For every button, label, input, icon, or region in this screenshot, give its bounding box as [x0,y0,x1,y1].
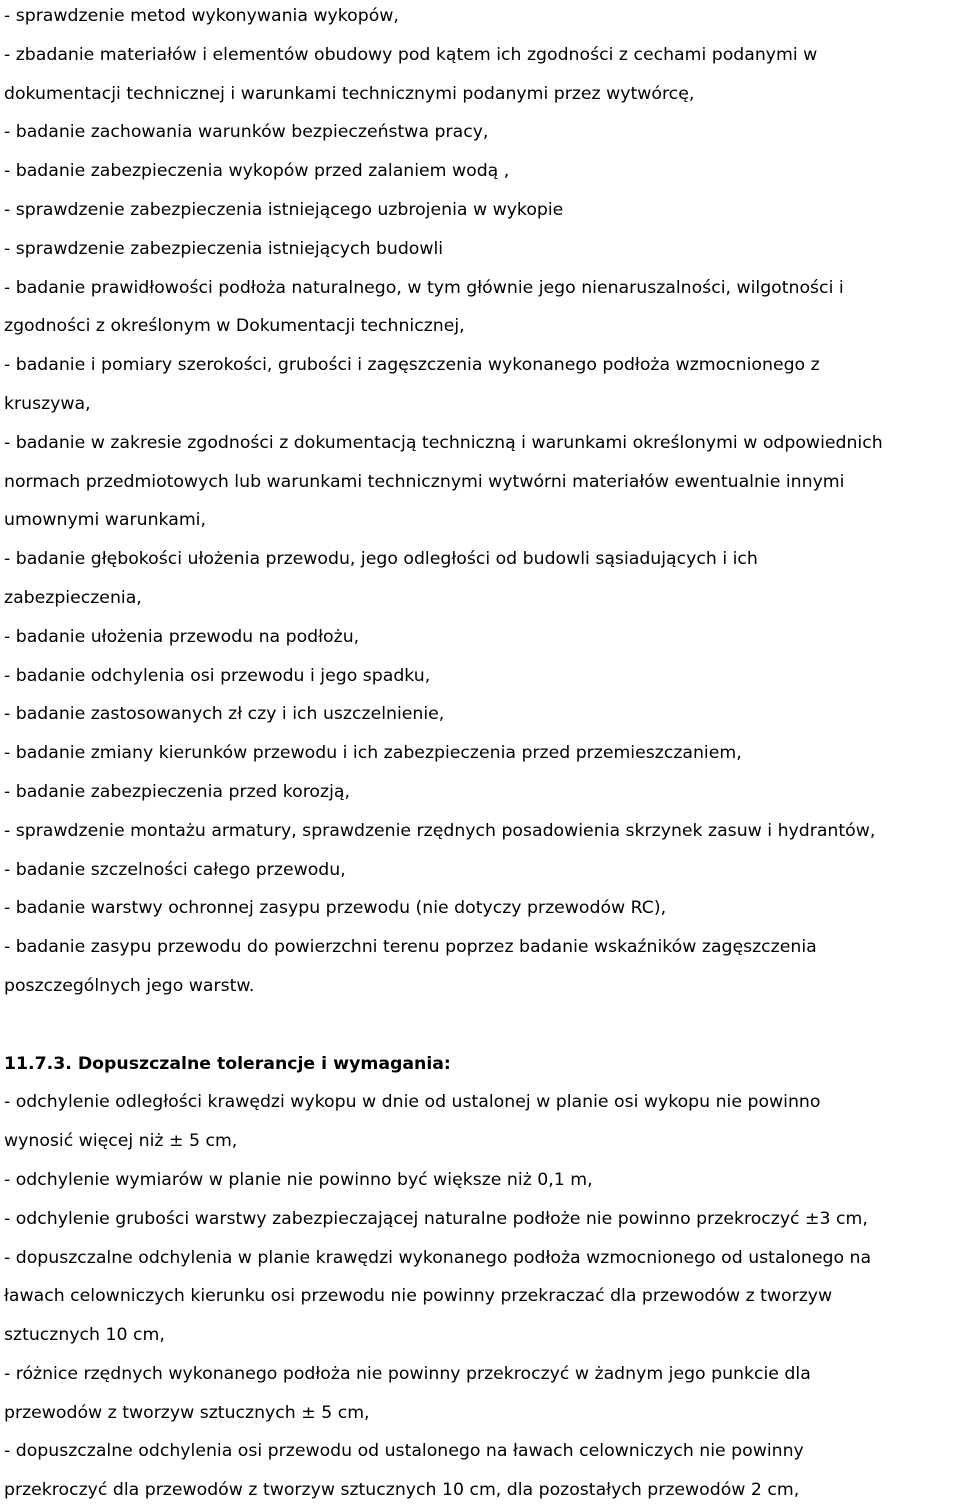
list-line: - badanie warstwy ochronnej zasypu przewodu (nie dotyczy przewodów RC), [4,898,667,919]
list-line: przewodów z tworzyw sztucznych ± 5 cm, [4,1402,370,1423]
list-line: - dopuszczalne odchylenia w planie krawędzi wykonanego podłoża wzmocnionego od ustalonego na [4,1247,872,1268]
list-line: poszczególnych jego warstw. [4,975,255,996]
list-line: - badanie zasypu przewodu do powierzchni terenu poprzez badanie wskaźników zagęszczenia [4,937,817,958]
list-line: - sprawdzenie montażu armatury, sprawdzenie rzędnych posadowienia skrzynek zasuw i hydrantów, [4,820,876,841]
list-line: umownymi warunkami, [4,510,206,531]
list-line: sztucznych 10 cm, [4,1325,165,1346]
list-line: - sprawdzenie zabezpieczenia istniejącego uzbrojenia w wykopie [4,199,564,220]
list-line: - odchylenie grubości warstwy zabezpieczającej naturalne podłoże nie powinno przekroczyć ±3 cm, [4,1208,868,1229]
list-line: wynosić więcej niż ± 5 cm, [4,1131,238,1152]
list-line: przekroczyć dla przewodów z tworzyw sztucznych 10 cm, dla pozostałych przewodów 2 cm, [4,1480,800,1501]
list-line: - badanie zmiany kierunków przewodu i ich zabezpieczenia przed przemieszczaniem, [4,743,742,764]
list-line: - sprawdzenie zabezpieczenia istniejących budowli [4,238,444,259]
paragraph-spacer [4,1006,960,1045]
list-line: - sprawdzenie metod wykonywania wykopów, [4,6,399,26]
section-number: 11.7.3. [4,1053,72,1074]
list-line: - różnice rzędnych wykonanego podłoża nie powinny przekroczyć w żadnym jego punkcie dla [4,1363,811,1384]
list-line: zgodności z określonym w Dokumentacji technicznej, [4,316,465,337]
list-line: - badanie zabezpieczenia przed korozją, [4,781,350,802]
tolerances-list [4,1083,960,1510]
list-line: ławach celowniczych kierunku osi przewodu nie powinny przekraczać dla przewodów z tworzyw [4,1286,833,1307]
section-heading [4,1045,960,1084]
list-line: - badanie i pomiary szerokości, grubości i zagęszczenia wykonanego podłoża wzmocnionego z [4,355,820,376]
list-line: - badanie prawidłowości podłoża naturalnego, w tym głównie jego nienaruszalności, wilgotności i [4,277,844,298]
list-line: - badanie zabezpieczenia wykopów przed zalaniem wodą , [4,161,510,182]
list-line: normach przedmiotowych lub warunkami technicznymi wytwórni materiałów ewentualnie innymi [4,471,845,492]
list-line: - odchylenie wymiarów w planie nie powinno być większe niż 0,1 m, [4,1169,593,1190]
list-line: - badanie zastosowanych zł czy i ich uszczelnienie, [4,704,445,725]
section-title: Dopuszczalne tolerancje i wymagania: [77,1053,451,1074]
list-line: - badanie zachowania warunków bezpieczeństwa pracy, [4,122,489,143]
list-line: dokumentacji technicznej i warunkami technicznymi podanymi przez wytwórcę, [4,83,695,104]
list-line: - badanie ułożenia przewodu na podłożu, [4,626,360,647]
list-line: - zbadanie materiałów i elementów obudowy pod kątem ich zgodności z cechami podanymi w [4,44,818,65]
list-line: - badanie szczelności całego przewodu, [4,859,346,880]
list-line: zabezpieczenia, [4,587,142,608]
list-line: - badanie w zakresie zgodności z dokumentacją techniczną i warunkami określonymi w odpowiednich [4,432,883,453]
list-line: kruszywa, [4,393,91,414]
list-line: - dopuszczalne odchylenia osi przewodu od ustalonego na ławach celowniczych nie powinny [4,1441,804,1462]
list-line: - badanie odchylenia osi przewodu i jego spadku, [4,665,431,686]
list-line: - badanie głębokości ułożenia przewodu, jego odległości od budowli sąsiadujących i ich [4,549,758,570]
inspection-list [4,0,960,1006]
list-line: - odchylenie odległości krawędzi wykopu w dnie od ustalonej w planie osi wykopu nie powinno [4,1092,821,1113]
document-page [4,0,960,1510]
